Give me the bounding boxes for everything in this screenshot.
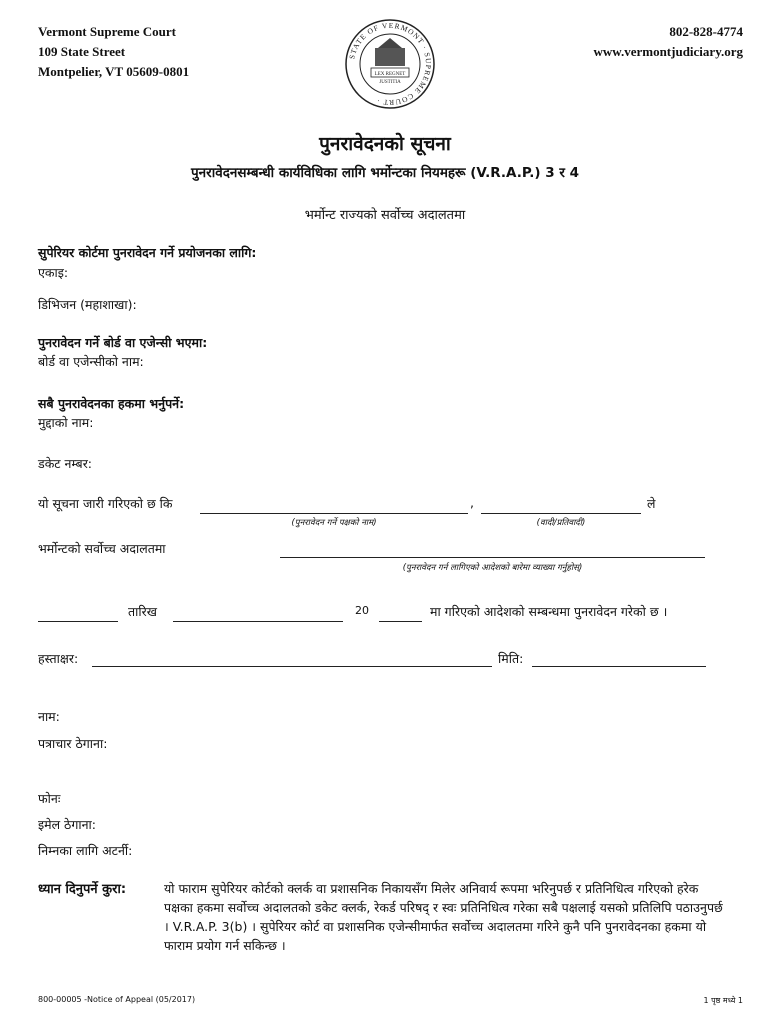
board-heading: पुनरावेदन गर्ने बोर्ड वा एजेन्सी भएमा: <box>38 335 208 350</box>
note-body: यो फाराम सुपेरियर कोर्टको क्लर्क वा प्रशासनिक निकायसँग मिलेर अनिवार्य रूपमा भरिनुपर्छ र प्रतिनिधित्व गरिएको हरेक पक्षका हकमा सर्वोच्च अदालतको डकेट क्लर्क, रेकर्ड परिषद् र स्वः प्रतिनिधित्व गरेका सबै पक्षलाई यसको प्रतिलिपि पठाउनुपर्छ । V.R.A.P. 3(b) । सुपेरियर कोर्ट वा प्रशासनिक एजेन्सीमार्फत सर्वोच्च अदालतमा गरिने कुनै पनि पुनरावेदनका हकमा यो फाराम प्रयोग गर्न सकिन्छ । <box>164 881 723 953</box>
unit-label: एकाइ: <box>38 265 69 280</box>
svg-text:JUSTITIA: JUSTITIA <box>379 80 401 85</box>
name-field[interactable] <box>70 724 370 725</box>
order-date-label: तारिख <box>128 604 157 619</box>
vermont-supreme-court-seal <box>344 18 436 110</box>
docket-label: डकेट नम्बर: <box>38 456 93 471</box>
phone-label: फोनः <box>38 791 61 806</box>
svg-text:STATE OF VERMONT · SUPREME COU: STATE OF VERMONT · SUPREME COURT · <box>347 20 434 108</box>
superior-heading: सुपेरियर कोर्टमा पुनरावेदन गर्ने प्रयोजनका लागि: <box>38 245 257 260</box>
court-street: 109 State Street <box>38 44 126 59</box>
order-description-caption: (पुनरावेदन गर्न लागिएको आदेशको बारेमा व्याख्या गर्नुहोस्) <box>402 563 583 573</box>
appellant-name-field[interactable] <box>200 513 468 514</box>
court-phone: 802-828-4774 <box>669 24 743 39</box>
signature-field[interactable] <box>92 666 492 667</box>
order-year-prefix: 20 <box>355 604 369 617</box>
svg-text:LEX REGNET: LEX REGNET <box>374 72 406 77</box>
notice-comma: , <box>470 495 474 510</box>
notice-intro: यो सूचना जारी गरिएको छ कि <box>38 496 173 511</box>
case-name-label: मुद्दाको नाम: <box>38 415 94 430</box>
case-name-field[interactable] <box>110 430 410 431</box>
court-website: www.vermontjudiciary.org <box>593 44 743 59</box>
court-city: Montpelier, VT 05609-0801 <box>38 64 190 79</box>
page-number: 1 पृष्ठ मध्ये 1 <box>703 996 743 1005</box>
signature-label: हस्ताक्षर: <box>38 651 79 666</box>
attorney-for-field[interactable] <box>150 858 450 859</box>
court-address-block <box>38 22 189 82</box>
email-field[interactable] <box>115 832 415 833</box>
attorney-for-label: निम्नका लागि अटर्नी: <box>38 843 133 858</box>
order-day-field[interactable] <box>38 621 118 622</box>
signature-date-label: मिति: <box>498 651 524 666</box>
party-role-field[interactable] <box>481 513 641 514</box>
all-appeals-heading: सबै पुनरावेदनका हकमा भर्नुपर्ने: <box>38 396 185 411</box>
phone-field[interactable] <box>70 806 320 807</box>
order-month-field[interactable] <box>173 621 343 622</box>
note-label: ध्यान दिनुपर्ने कुरा: <box>38 882 127 897</box>
division-field[interactable] <box>155 312 435 313</box>
court-line: भर्मोन्ट राज्यको सर्वोच्च अदालतमा <box>304 208 466 223</box>
appellant-name-caption: (पुनरावेदन गर्ने पक्षको नाम) <box>291 518 377 528</box>
mailing-address-field[interactable] <box>130 751 430 752</box>
board-name-label: बोर्ड वा एजेन्सीको नाम: <box>38 354 144 369</box>
form-subtitle: पुनरावेदनसम्बन्धी कार्यविधिका लागि भर्मोन्टका नियमहरू (V.R.A.P.) 3 र 4 <box>191 165 579 181</box>
notice-suffix: ले <box>647 496 656 511</box>
unit-field[interactable] <box>80 280 400 281</box>
court-name: Vermont Supreme Court <box>38 24 176 39</box>
email-label: इमेल ठेगाना: <box>38 817 96 832</box>
order-description-field[interactable] <box>280 557 705 558</box>
order-statement: मा गरिएको आदेशको सम्बन्धमा पुनरावेदन गरेको छ । <box>430 604 668 619</box>
form-id: 800-00005 -Notice of Appeal (05/2017) <box>38 995 196 1004</box>
court-contact-block <box>594 22 743 62</box>
supreme-court-label: भर्मोन्टको सर्वोच्च अदालतमा <box>38 541 166 556</box>
order-year-field[interactable] <box>379 621 422 622</box>
docket-field[interactable] <box>110 471 310 472</box>
signature-date-field[interactable] <box>532 666 706 667</box>
name-label: नाम: <box>38 709 60 724</box>
form-title: पुनरावेदनको सूचना <box>319 133 451 155</box>
party-role-caption: (वादी/प्रतिवादी) <box>536 518 586 528</box>
mailing-address-label: पत्राचार ठेगाना: <box>38 736 108 751</box>
board-name-field[interactable] <box>170 369 470 370</box>
division-label: डिभिजन (महाशाखा): <box>38 297 137 312</box>
